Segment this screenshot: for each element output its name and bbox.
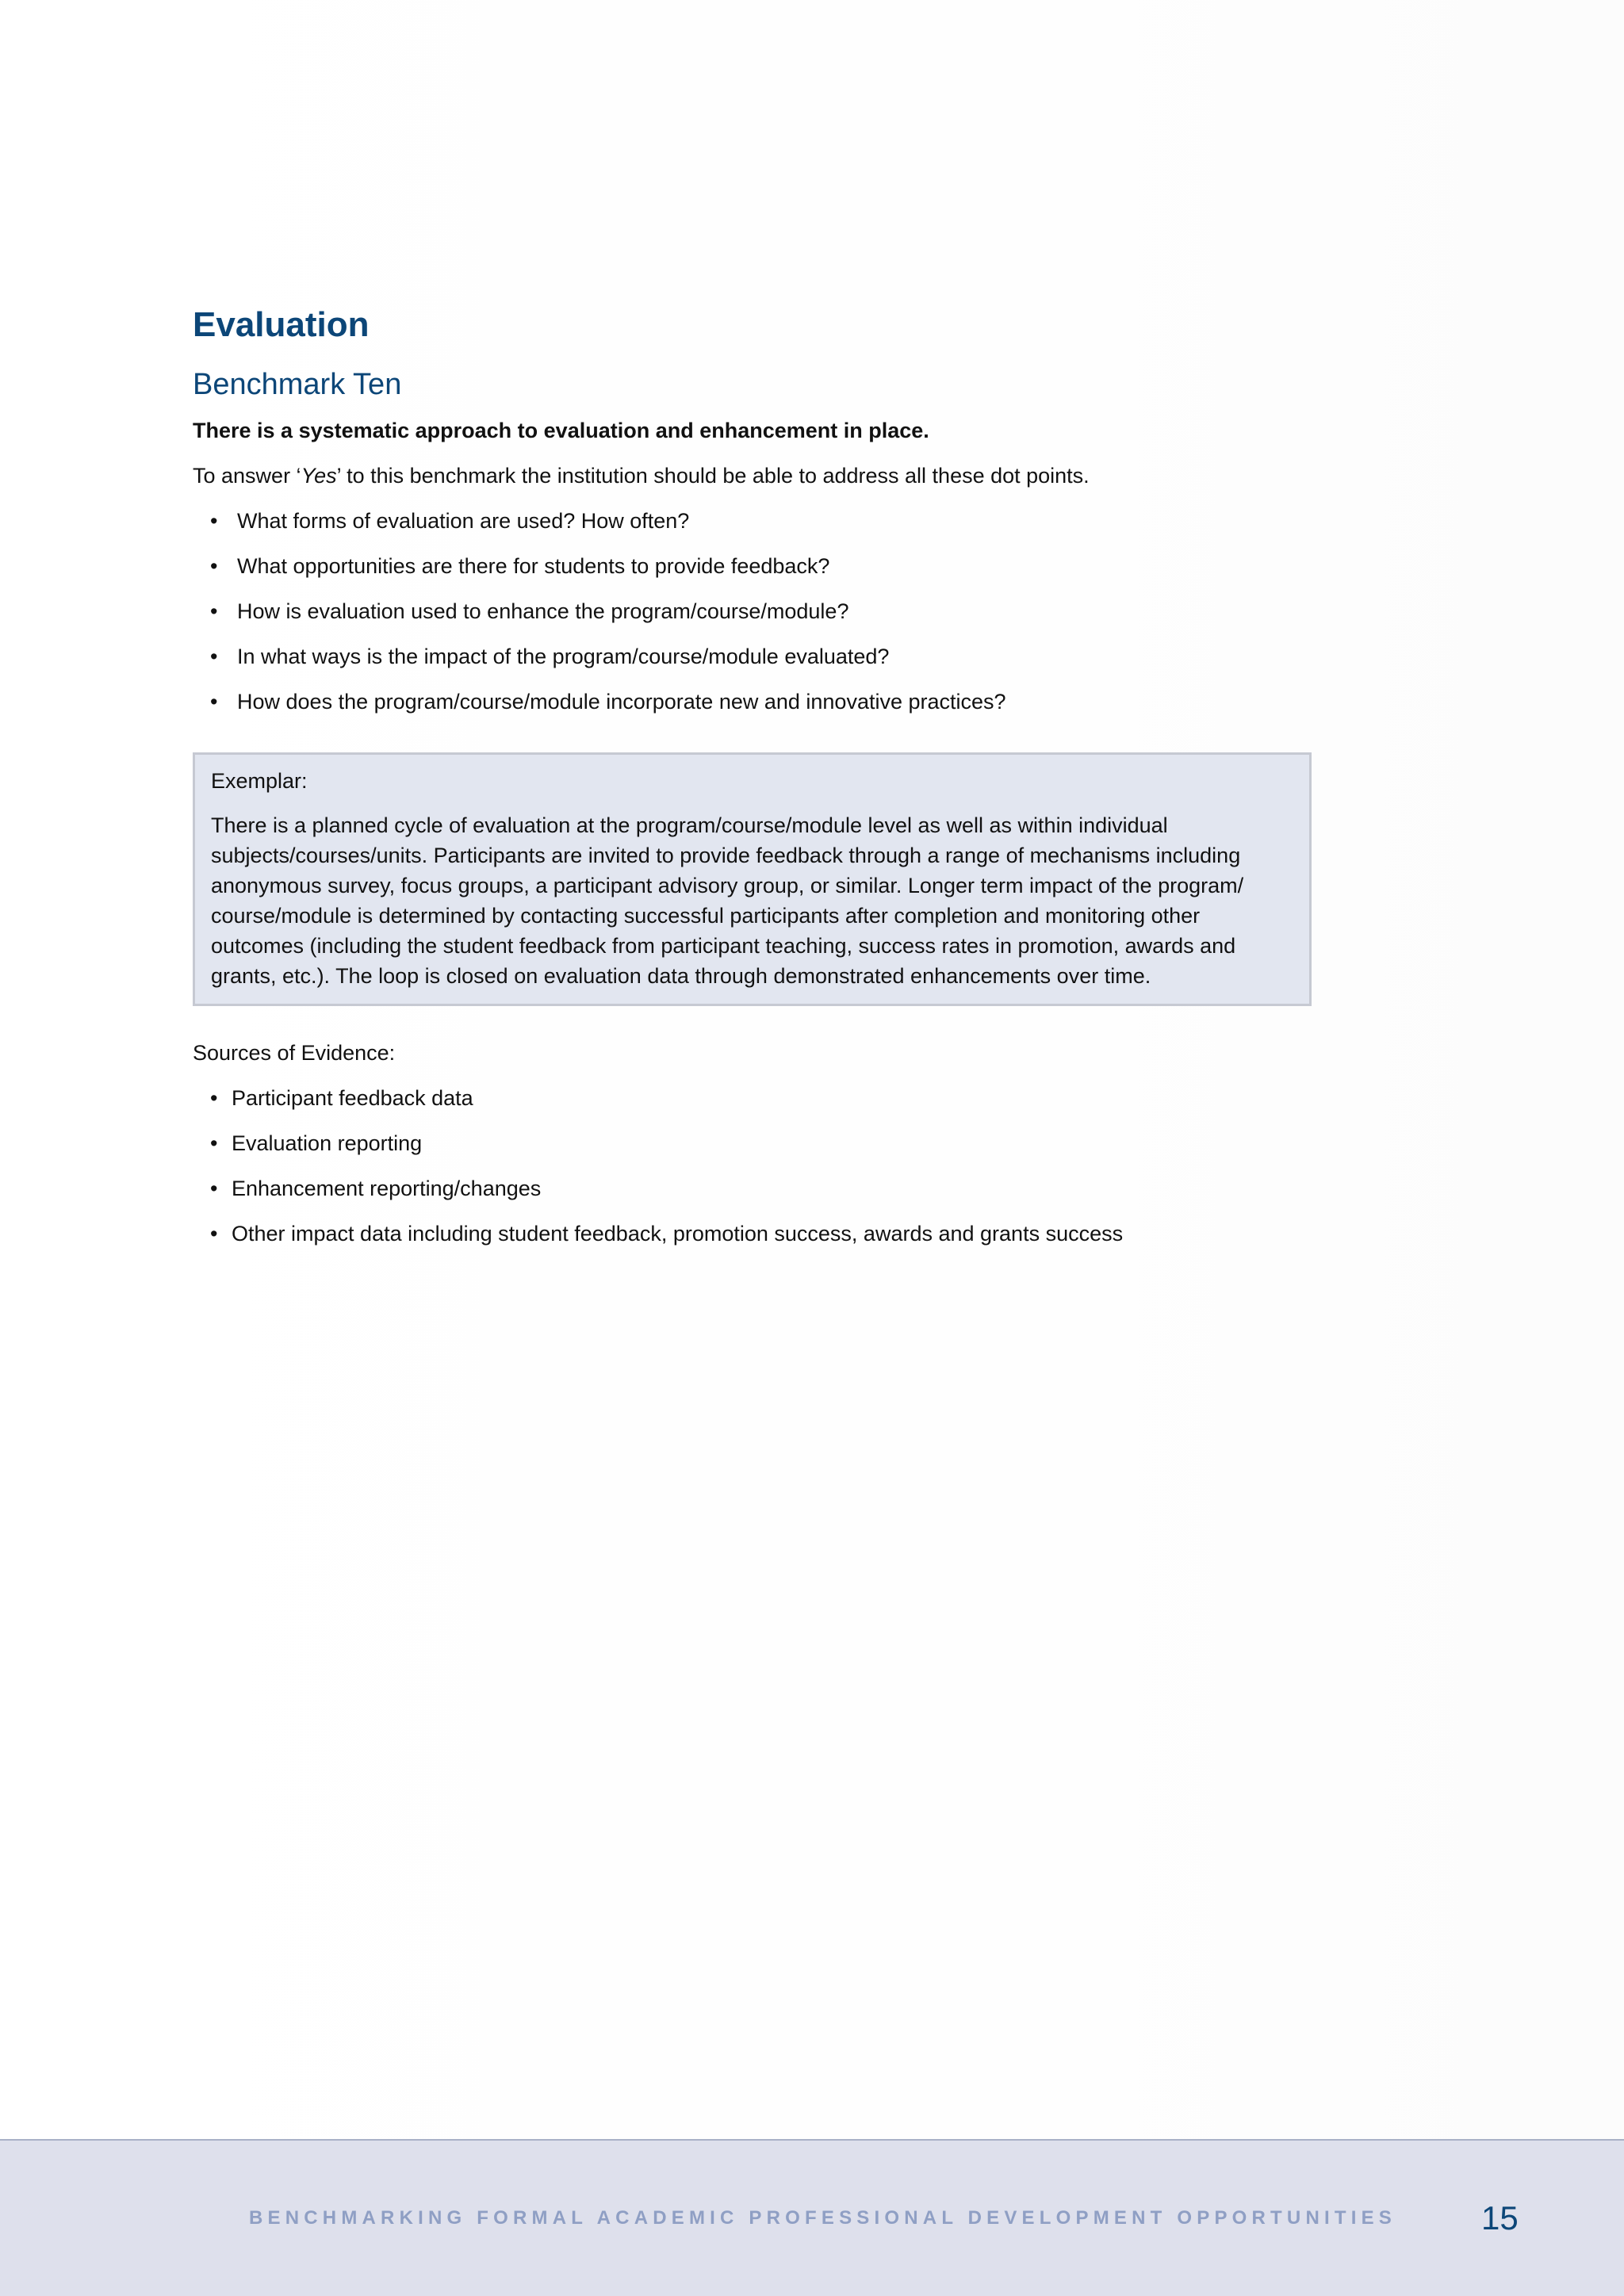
source-item: • Other impact data including student feedback, promotion success, awards and grants success [210,1219,1335,1249]
intro-emphasis: Yes [301,464,337,488]
intro-before: To answer ‘ [193,464,301,488]
section-title: Evaluation [193,305,370,344]
question-item: • What forms of evaluation are used? How often? [210,506,1335,536]
exemplar-box [193,752,1312,1006]
exemplar-label: Exemplar: [211,769,308,794]
source-item: • Participant feedback data [210,1083,1335,1113]
source-item: • Evaluation reporting [210,1128,1335,1158]
question-item: • How is evaluation used to enhance the program/course/module? [210,596,1335,626]
page-footer [0,2139,1624,2296]
exemplar-text: There is a planned cycle of evaluation at the program/course/module level as well as within individual subjects/courses/units. Participants are invited to provide feedback through a range of mechanisms including anonymous survey, focus groups, a participant advisory group, or similar. Longer term impact of the program/ course/module is determined by contacting successful participants after completion and monitoring other outcomes (including the student feedback from participant teaching, success rates in promotion, awards and grants, etc.). The loop is closed on evaluation data through demonstrated enhancements over time. [211,813,1244,989]
question-item: • How does the program/course/module incorporate new and innovative practices? [210,687,1335,717]
footer-running-title: BENCHMARKING FORMAL ACADEMIC PROFESSIONAL DEVELOPMENT OPPORTUNITIES [248,2207,1396,2229]
page-number: 15 [1481,2199,1519,2237]
question-item: • In what ways is the impact of the program/course/module evaluated? [210,641,1335,672]
intro-after: ’ to this benchmark the institution should be able to address all these dot points. [336,464,1090,488]
page-content [193,304,1335,1264]
source-item: • Enhancement reporting/changes [210,1173,1335,1203]
question-list [193,506,1335,717]
intro-paragraph [193,461,1335,491]
benchmark-title: Benchmark Ten [193,367,402,401]
benchmark-statement: There is a systematic approach to evaluation and enhancement in place. [193,419,929,443]
sources-label: Sources of Evidence: [193,1041,396,1066]
question-item: • What opportunities are there for students to provide feedback? [210,551,1335,581]
sources-list [193,1083,1335,1249]
